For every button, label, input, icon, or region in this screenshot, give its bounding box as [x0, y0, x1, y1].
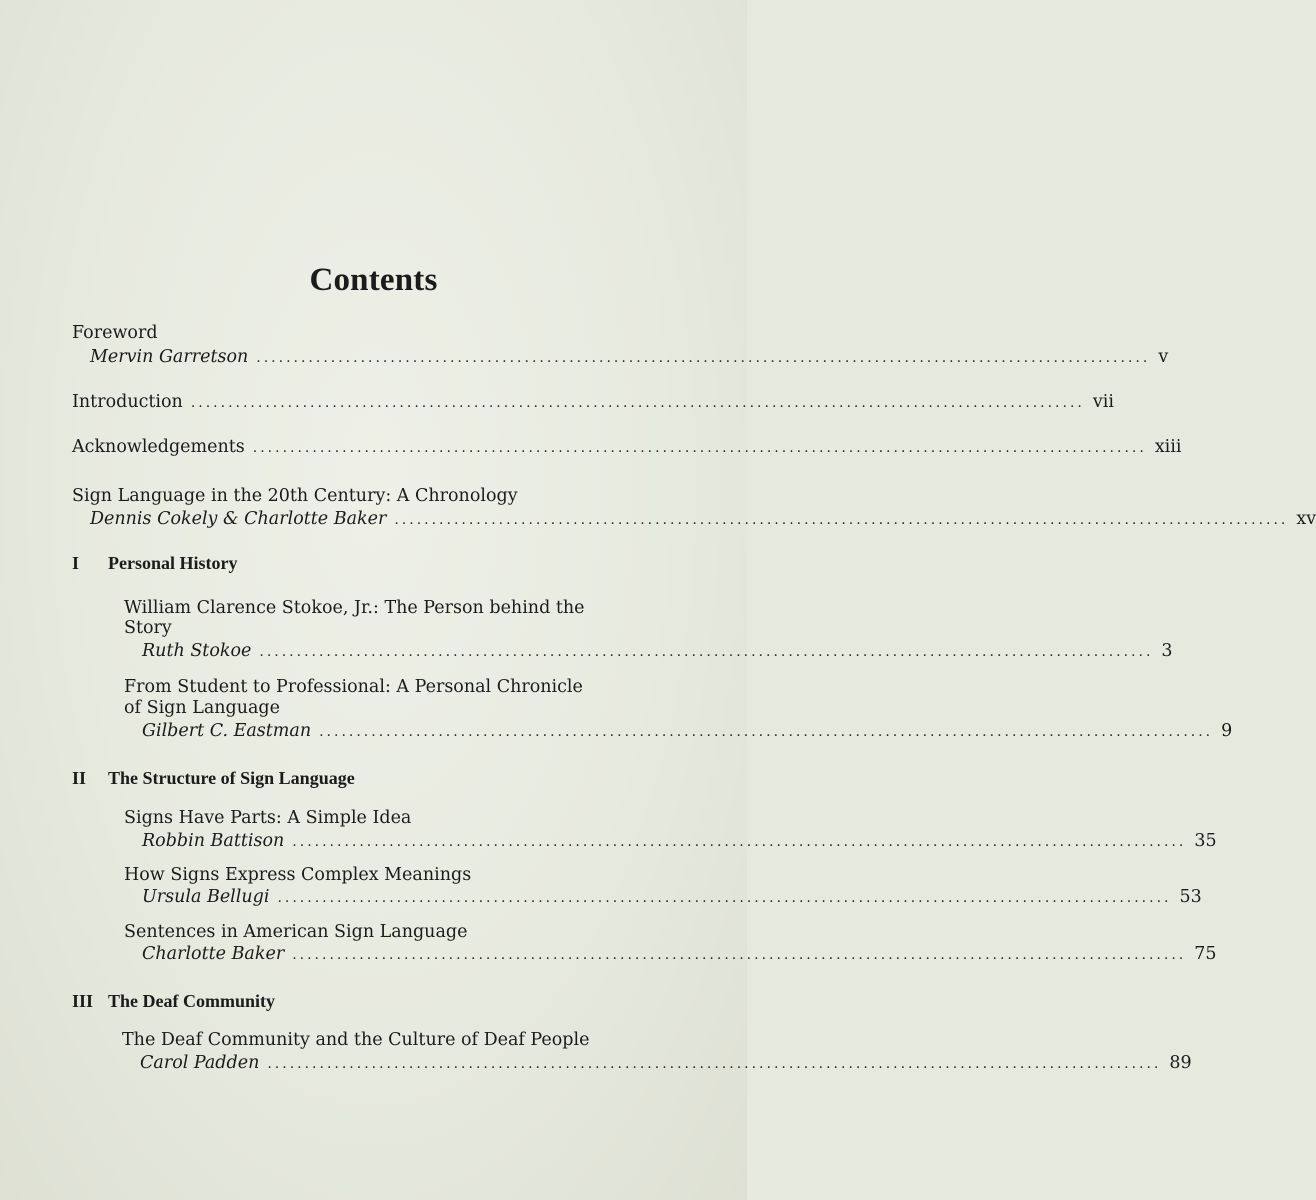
section-heading-2	[72, 768, 355, 789]
toc-page-number: 53	[1179, 887, 1202, 907]
toc-author: Carol Padden	[140, 1053, 260, 1073]
toc-entry-title-line: of Sign Language	[124, 698, 280, 718]
section-number: I	[72, 553, 80, 573]
toc-entry-title-line: The Deaf Community and the Culture of Deaf People	[122, 1030, 590, 1050]
toc-entry-foreword	[90, 347, 1169, 367]
toc-author: Charlotte Baker	[142, 944, 285, 964]
toc-page-number: 89	[1169, 1053, 1192, 1073]
toc-entry-eastman	[142, 721, 1233, 741]
toc-author: Ursula Bellugi	[142, 887, 270, 907]
toc-entry-stokoe	[142, 641, 1173, 661]
toc-entry-introduction	[72, 392, 1114, 412]
section-title: The Structure of Sign Language	[108, 768, 355, 788]
toc-label: Introduction	[72, 392, 183, 412]
section-heading-3	[72, 991, 275, 1012]
toc-page-number: xv	[1296, 509, 1316, 529]
toc-entry-acknowledgements	[72, 437, 1182, 457]
toc-page-number: 75	[1194, 944, 1217, 964]
toc-entry-title-line: From Student to Professional: A Personal Chronicle	[124, 677, 583, 697]
leader-dots: ........................................................................................................................	[259, 644, 1154, 660]
section-number: III	[72, 991, 94, 1011]
toc-entry-chronology-label: Sign Language in the 20th Century: A Chronology	[72, 486, 518, 506]
toc-page-number: xiii	[1154, 437, 1182, 457]
toc-entry-chronology	[90, 509, 1316, 529]
leader-dots: ........................................................................................................................	[252, 440, 1147, 456]
toc-entry-baker	[142, 944, 1217, 964]
section-title: Personal History	[108, 553, 238, 573]
section-number: II	[72, 768, 87, 788]
section-heading-1	[72, 553, 237, 574]
leader-dots: ........................................................................................................................	[277, 890, 1172, 906]
toc-author: Ruth Stokoe	[142, 641, 252, 661]
toc-author: Mervin Garretson	[90, 347, 249, 367]
toc-entry-foreword-label: Foreword	[72, 323, 158, 343]
toc-author: Gilbert C. Eastman	[142, 721, 312, 741]
toc-page-number: 9	[1221, 721, 1233, 741]
toc-entry-bellugi	[142, 887, 1202, 907]
page-title: Contents	[309, 262, 438, 298]
toc-entry-title-line: How Signs Express Complex Meanings	[124, 865, 472, 885]
section-title: The Deaf Community	[108, 991, 275, 1011]
toc-author: Robbin Battison	[142, 831, 285, 851]
toc-page-number: 35	[1194, 831, 1217, 851]
toc-entry-title-line: Story	[124, 618, 172, 638]
toc-author: Dennis Cokely & Charlotte Baker	[90, 509, 387, 529]
leader-dots: ........................................................................................................................	[292, 947, 1187, 963]
leader-dots: ........................................................................................................................	[319, 724, 1214, 740]
toc-entry-title-line: Signs Have Parts: A Simple Idea	[124, 808, 412, 828]
toc-page-number: v	[1158, 347, 1169, 367]
toc-page-number: 3	[1161, 641, 1173, 661]
toc-label: Acknowledgements	[72, 437, 245, 457]
toc-entry-battison	[142, 831, 1217, 851]
leader-dots: ........................................................................................................................	[256, 350, 1151, 366]
leader-dots: ........................................................................................................................	[292, 834, 1187, 850]
toc-page-number: vii	[1092, 392, 1114, 412]
toc-entry-title-line: Sentences in American Sign Language	[124, 922, 468, 942]
leader-dots: ........................................................................................................................	[190, 395, 1085, 411]
toc-entry-padden	[140, 1053, 1192, 1073]
leader-dots: ........................................................................................................................	[394, 512, 1289, 528]
toc-entry-title-line: William Clarence Stokoe, Jr.: The Person behind the	[124, 598, 585, 618]
leader-dots: ........................................................................................................................	[267, 1056, 1162, 1072]
